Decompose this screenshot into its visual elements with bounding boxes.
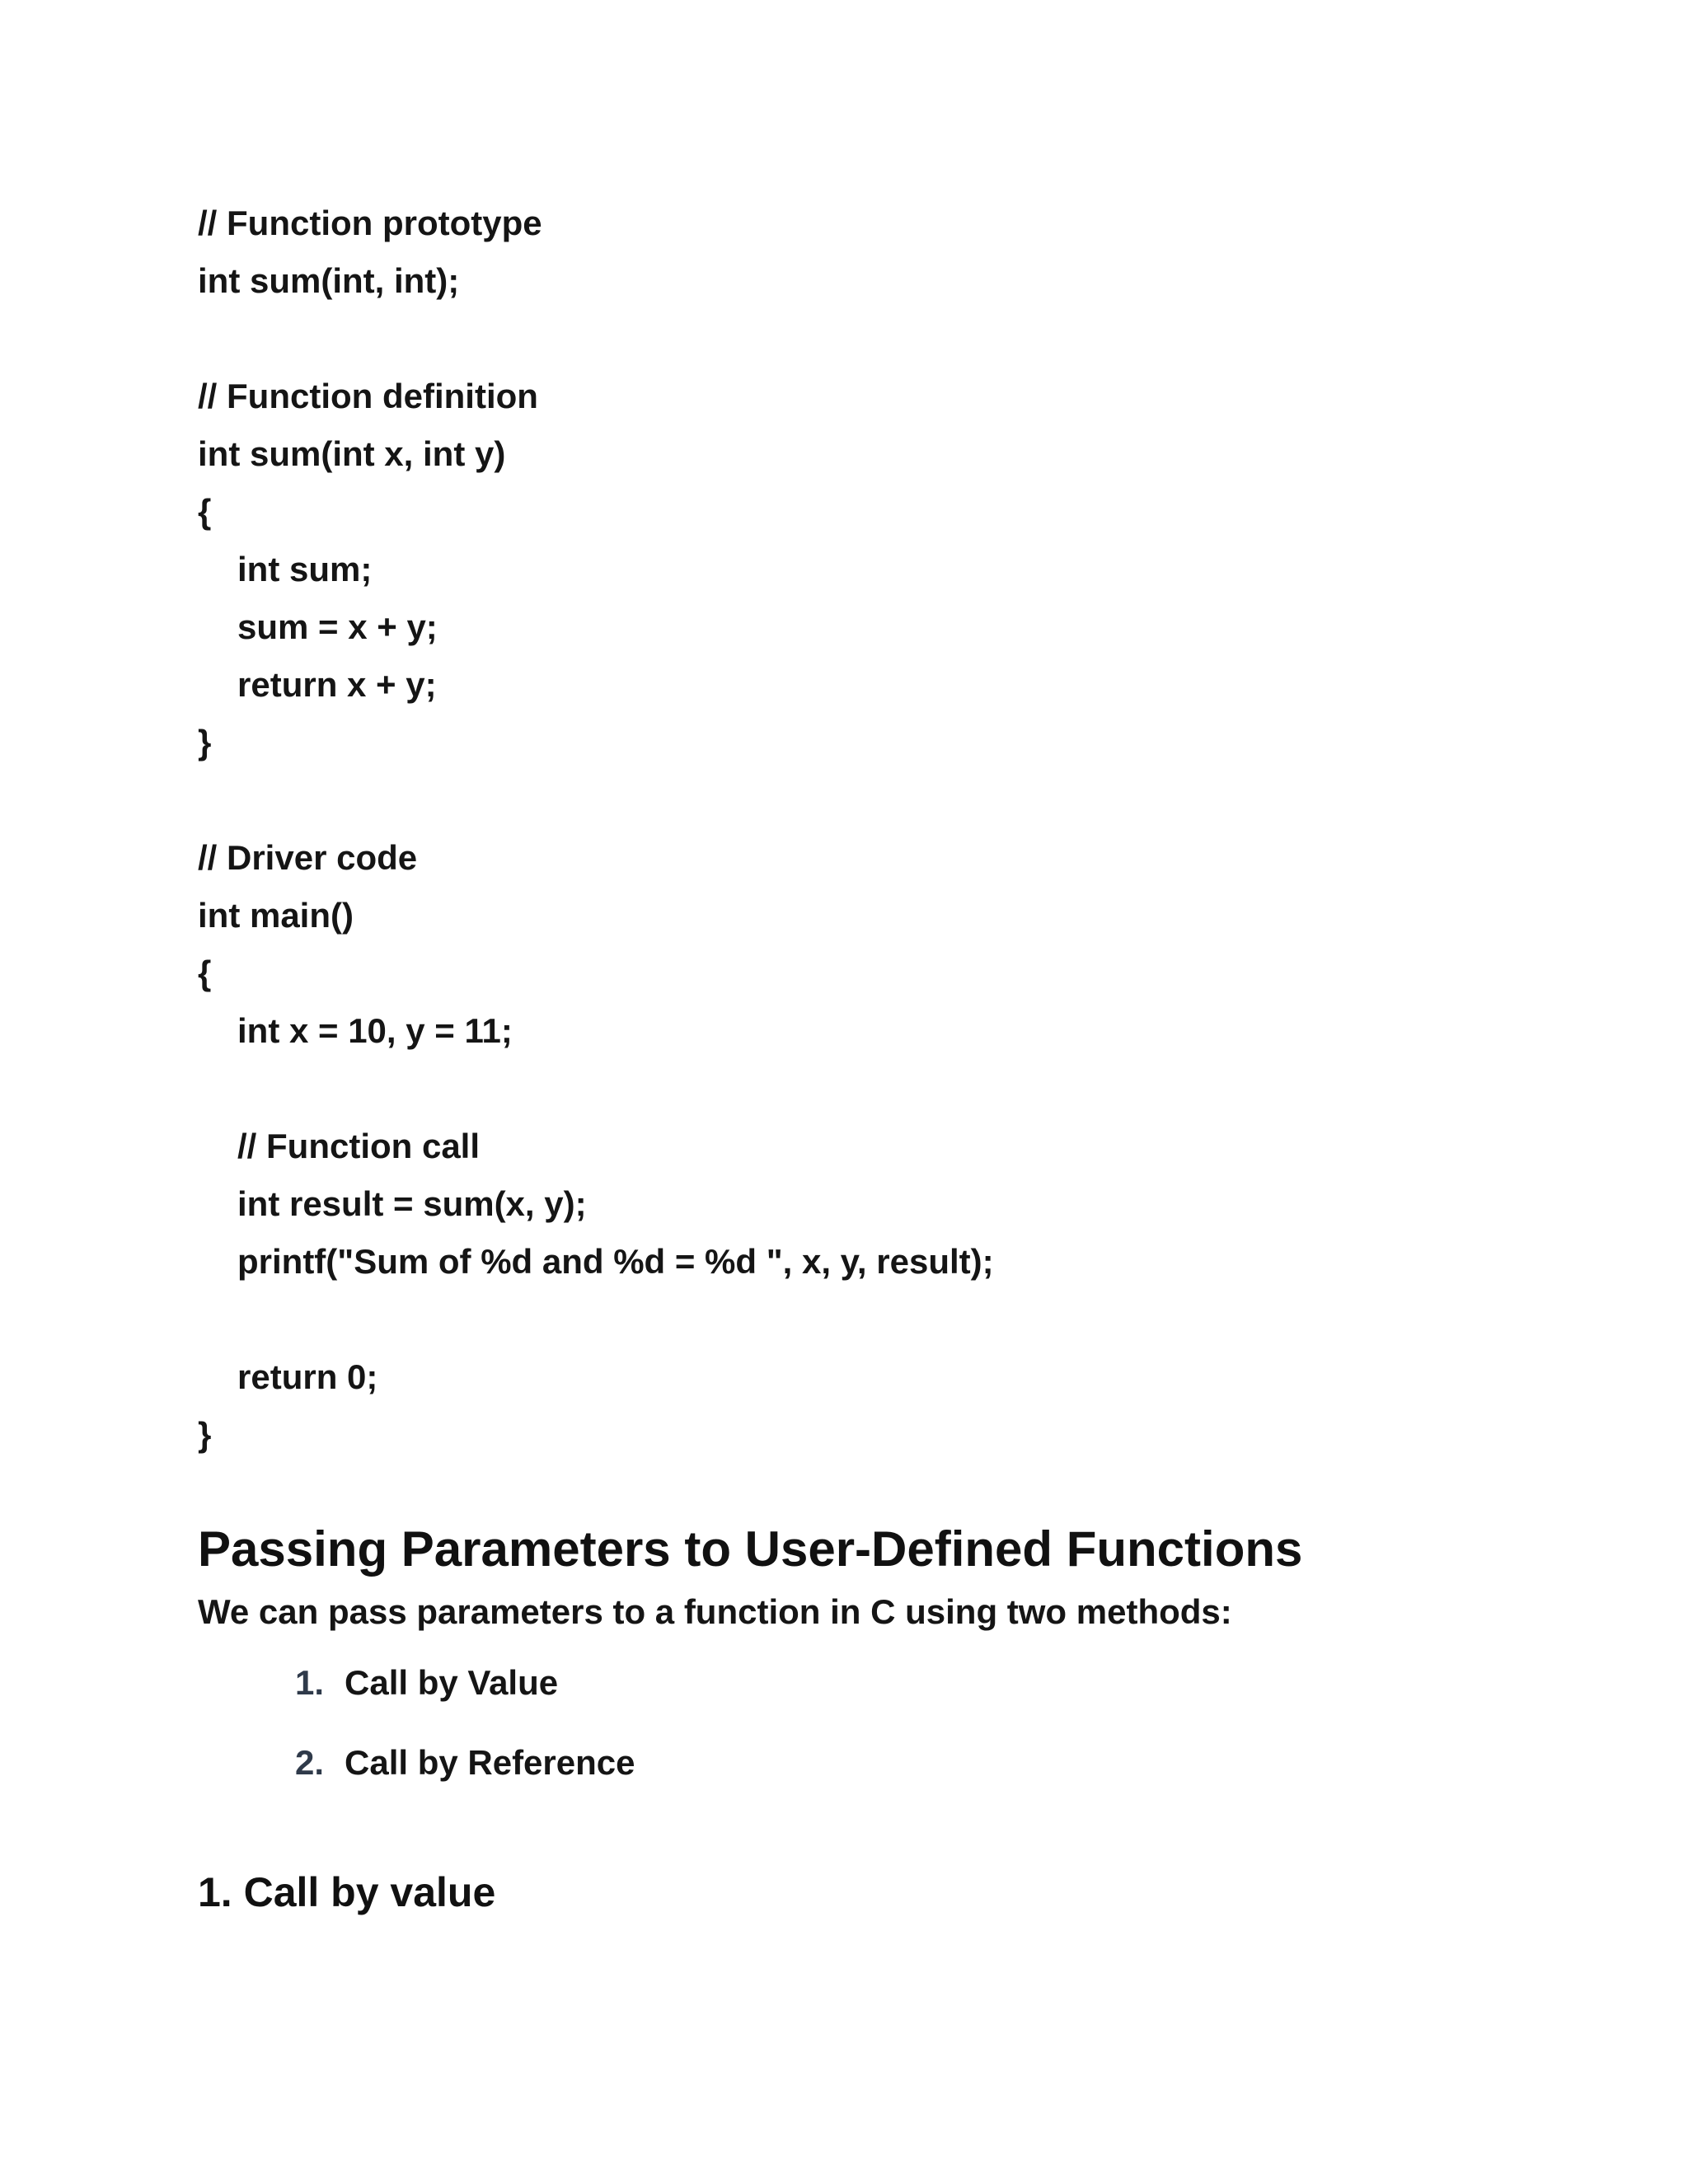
code-line: return 0; <box>237 1357 378 1396</box>
code-line: { <box>198 492 212 531</box>
code-line: int sum; <box>237 550 373 588</box>
code-line: // Function prototype <box>198 204 542 242</box>
code-line: { <box>198 954 212 992</box>
list-item-label: Call by Reference <box>345 1743 635 1782</box>
code-line: return x + y; <box>237 665 437 704</box>
section-heading: Passing Parameters to User-Defined Functions <box>198 1521 1303 1577</box>
code-line: int x = 10, y = 11; <box>237 1011 513 1050</box>
code-line: // Function call <box>237 1127 481 1165</box>
code-line: sum = x + y; <box>237 607 438 646</box>
code-line: int sum(int x, int y) <box>198 434 506 473</box>
methods-list <box>295 1660 635 1820</box>
list-item-number: 2. <box>295 1743 325 1782</box>
list-item-call-by-value <box>295 1660 635 1740</box>
code-line: // Driver code <box>198 838 418 877</box>
subsection-heading: 1. Call by value <box>198 1869 496 1915</box>
code-line: int result = sum(x, y); <box>237 1184 587 1223</box>
code-line: printf("Sum of %d and %d = %d ", x, y, result); <box>237 1242 994 1281</box>
code-line: int main() <box>198 896 354 935</box>
list-item-number: 1. <box>295 1663 325 1702</box>
code-blank-line <box>198 310 1484 368</box>
code-blank-line <box>198 1060 1484 1118</box>
intro-paragraph: We can pass parameters to a function in C using two methods: <box>198 1592 1232 1631</box>
code-blank-line <box>198 771 1484 829</box>
code-line: // Function definition <box>198 377 538 415</box>
code-block <box>198 194 1484 1464</box>
list-item-call-by-reference <box>295 1740 635 1820</box>
code-line: } <box>198 1415 212 1454</box>
code-blank-line <box>198 1291 1484 1348</box>
code-line: int sum(int, int); <box>198 261 460 300</box>
list-item-label: Call by Value <box>345 1663 559 1702</box>
code-line: } <box>198 723 212 762</box>
